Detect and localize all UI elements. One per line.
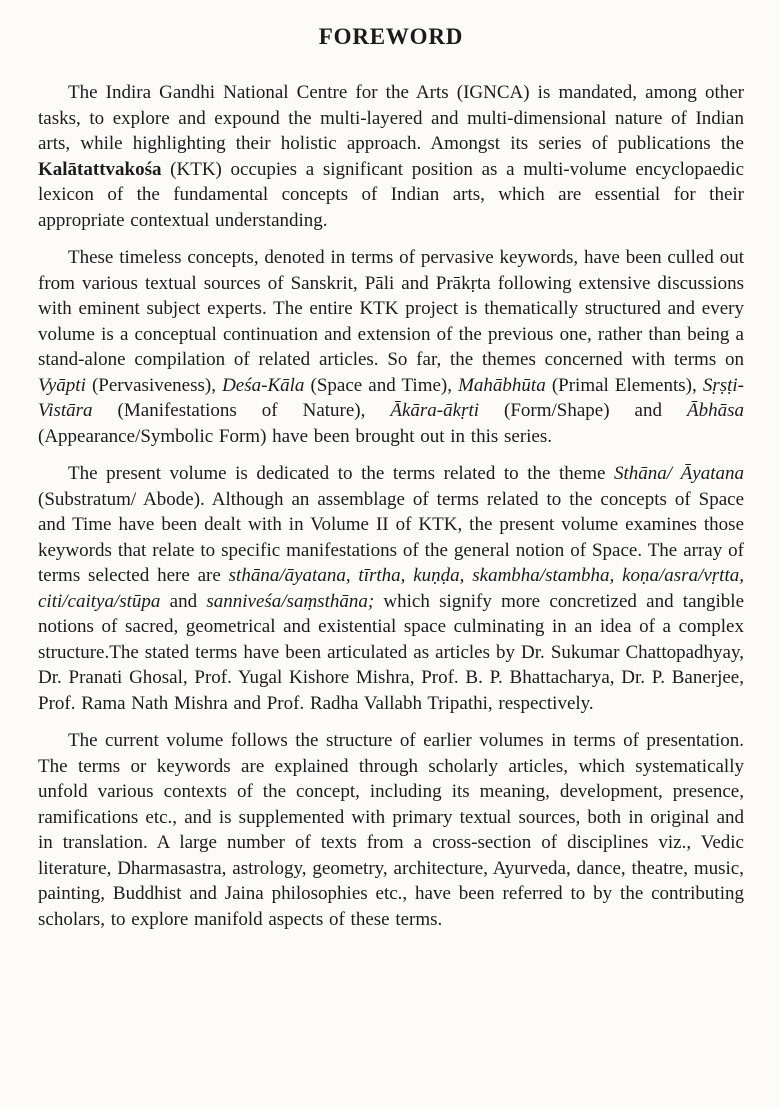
text-run: The present volume is dedicated to the terms related to the theme (68, 463, 615, 484)
text-run: (Appearance/Symbolic Form) have been brought out in this series. (38, 425, 553, 447)
text-run-italic: Ābhāsa (686, 400, 744, 421)
foreword-paragraph-3 (38, 461, 744, 716)
text-run-italic: Vyāpti (38, 374, 86, 396)
text-run-italic: Ākāra-ākṛti (390, 400, 480, 421)
text-run: The current volume follows the structure of earlier volumes in terms of presentation. The terms or keywords are explained through scholarly articles, which systematically unfold various contexts of the concept, including its meaning, development, presence, ramifications etc., and is supplemented with primary textual sources, both in original and in translation. A large number of texts from a cross-section of disciplines viz., Vedic literature, Dharmasastra, astrology, geometry, architecture, Ayurveda, dance, theatre, music, painting, Buddhist and Jaina philosophies etc., have been referred to by the contributing scholars, to explore manifold aspects of these terms. (38, 730, 744, 930)
page-title: FOREWORD (318, 24, 464, 49)
text-run: The Indira Gandhi National Centre for the Arts (IGNCA) is mandated, among other tasks, to explore and expound the multi-layered and multi-dimensional nature of Indian arts, while highlighting their holistic approach. Amongst its series of publications the (38, 82, 744, 154)
text-run: and (160, 590, 207, 612)
text-run: These timeless concepts, denoted in terms of pervasive keywords, have been culled out from various textual sources of Sanskrit, Pāli and Prākṛta following extensive discussions with eminent subject experts. The entire KTK project is thematically structured and every volume is a conceptual continuation and extension of the previous one, rather than being a stand-alone compilation of related articles. So far, the themes concerned with terms on (38, 247, 744, 370)
foreword-paragraph-4 (38, 728, 744, 932)
text-run-italic: Deśa-Kāla (222, 374, 305, 396)
text-run: (Substratum/ Abode). Although an assemblage of terms related to the concepts of Space and Time have been dealt with in Volume II of KTK, the present volume examines those keywords that relate to specific manifestations of the general notion of Space. The array of terms selected here are (38, 488, 744, 586)
text-run-italic: Sṛṣṭi-Vistāra (38, 374, 744, 421)
text-run: (Primal Elements), (545, 374, 703, 396)
text-run: (KTK) occupies a significant position as a multi-volume encyclopaedic lexicon of the fundamental concepts of Indian arts, which are essential for their appropriate contextual understanding. (38, 158, 744, 231)
text-run-italic: sthāna/āyatana, tīrtha, kuṇḍa, skambha/stambha, koṇa/asra/vṛtta, citi/caitya/stūpa (38, 565, 744, 612)
text-run: (Manifestations of Nature), (92, 400, 391, 421)
text-run: (Space and Time), (304, 374, 459, 396)
text-run-italic: Sthāna/ Āyatana (614, 463, 744, 484)
text-run: (Pervasiveness), (85, 374, 223, 396)
foreword-paragraph-2 (38, 245, 744, 449)
text-run-italic: sanniveśa/saṃsthāna; (206, 590, 375, 612)
text-run: which signify more concretized and tangible notions of sacred, geometrical and existential space culminating in an idea of a complex structure.The stated terms have been articulated as articles by Dr. Sukumar Chattopadhyay, Dr. Pranati Ghosal, Prof. Yugal Kishore Mishra, Prof. B. P. Bhattacharya, Dr. P. Banerjee, Prof. Rama Nath Mishra and Prof. Radha Vallabh Tripathi, respectively. (38, 590, 745, 714)
text-run-italic: Mahābhūta (458, 374, 546, 396)
foreword-paragraph-1 (38, 80, 744, 233)
text-run: (Form/Shape) and (479, 400, 687, 421)
text-run-bold: Kalātattvakośa (38, 158, 162, 180)
